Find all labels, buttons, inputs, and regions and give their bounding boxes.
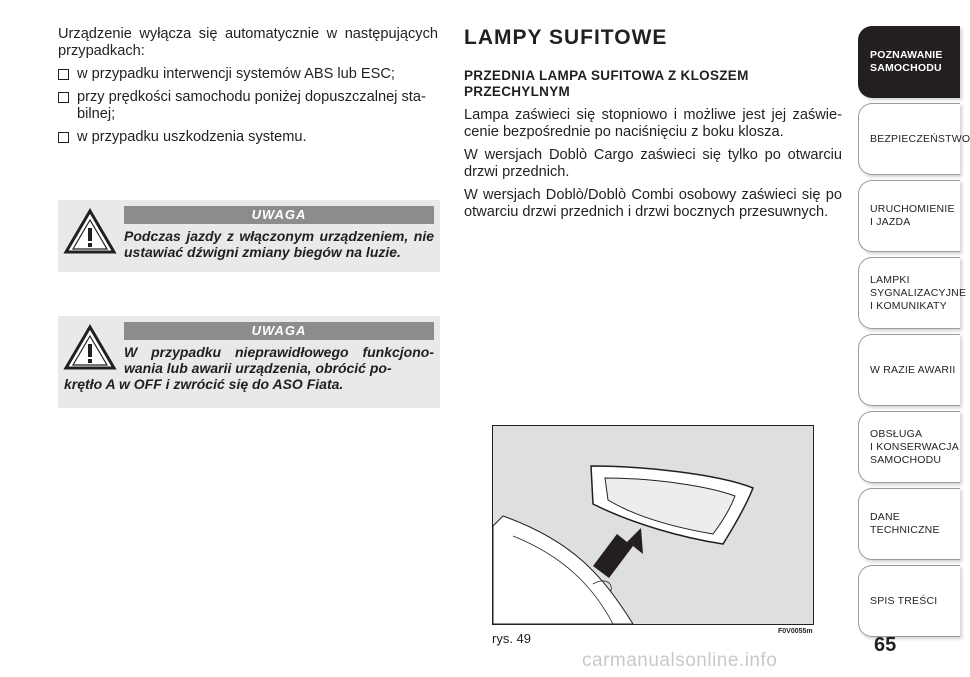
tab-dane-techniczne[interactable]: DANE TECHNICZNE	[858, 488, 960, 560]
warning-title: UWAGA	[124, 206, 434, 224]
ceiling-lamp-drawing	[493, 426, 813, 624]
warning-title: UWAGA	[124, 322, 434, 340]
tab-spis-tresci[interactable]: SPIS TREŚCI	[858, 565, 960, 637]
warning-triangle-icon	[64, 324, 116, 370]
section-heading: LAMPY SUFITOWE	[464, 26, 668, 49]
list-item	[58, 89, 438, 123]
warning-text: W przypadku nieprawidłowego funkcjono-wania lub awarii urządzenia, obrócić po-	[124, 344, 434, 376]
paragraph: W wersjach Doblò Cargo zaświeci się tylko po otwarciu drzwi przednich.	[464, 147, 842, 180]
tab-obsluga-i-konserwacja[interactable]: OBSŁUGA I KONSERWACJA SAMOCHODU	[858, 411, 960, 483]
page-number: 65	[874, 634, 897, 656]
tab-poznawanie-samochodu[interactable]: POZNAWANIE SAMOCHODU	[858, 26, 960, 98]
tab-w-razie-awarii[interactable]: W RAZIE AWARII	[858, 334, 960, 406]
tab-bezpieczenstwo[interactable]: BEZPIECZEŃSTWO	[858, 103, 960, 175]
list-item-text: przy prędkości samochodu poniżej dopuszczalnej sta-bilnej;	[77, 89, 426, 122]
chapter-sidebar	[858, 26, 970, 642]
list-item-text: w przypadku interwencji systemów ABS lub ESC;	[77, 66, 395, 82]
section-subheading: PRZEDNIA LAMPA SUFITOWA Z KLOSZEM PRZECHYLNYM	[464, 68, 749, 99]
warning-text: Podczas jazdy z włączonym urządzeniem, nie ustawiać dźwigni zmiany biegów na luzie.	[124, 228, 434, 260]
left-column	[58, 26, 438, 152]
checkbox-bullet-icon	[58, 132, 69, 143]
warning-box	[58, 200, 440, 272]
list-item	[58, 129, 438, 146]
figure-label: rys. 49	[492, 631, 532, 646]
tab-lampki-sygnalizacyjne[interactable]: LAMPKI SYGNALIZACYJNE I KOMUNIKATY	[858, 257, 960, 329]
list-item	[58, 66, 438, 83]
checkbox-bullet-icon	[58, 92, 69, 103]
watermark: carmanualsonline.info	[582, 650, 778, 671]
checkbox-bullet-icon	[58, 69, 69, 80]
paragraph: W wersjach Doblò/Doblò Combi osobowy zaświeci się po otwarciu drzwi przednich i drzwi bocznych przesuwnych.	[464, 187, 842, 220]
intro-text: Urządzenie wyłącza się automatycznie w następujących przypadkach:	[58, 26, 438, 59]
warning-triangle-icon	[64, 208, 116, 254]
warning-box	[58, 316, 440, 408]
figure-code: F0V0055m	[778, 628, 813, 635]
paragraph: Lampa zaświeci się stopniowo i możliwe jest jej zaświe-cenie bezpośrednie po naciśnięciu z boku klosza.	[464, 107, 842, 140]
warning-text-continued: krętło A w OFF i zwrócić się do ASO Fiata.	[64, 376, 344, 392]
ceiling-lamp-illustration	[492, 425, 814, 625]
tab-uruchomienie-i-jazda[interactable]: URUCHOMIENIE I JAZDA	[858, 180, 960, 252]
list-item-text: w przypadku uszkodzenia systemu.	[77, 129, 307, 145]
right-column	[464, 26, 842, 227]
